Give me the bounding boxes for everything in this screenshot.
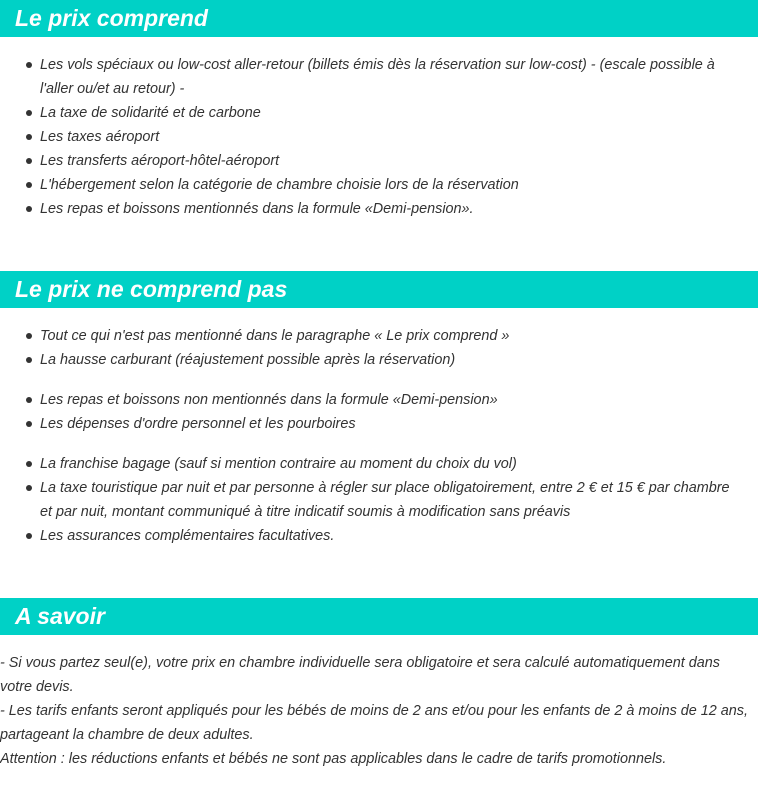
info-paragraph: - Les tarifs enfants seront appliqués pour les bébés de moins de 2 ans et/ou pour les enfants de 2 à moins de 12 ans, partageant la chambre de deux adultes. [0,703,748,743]
section-header-included [0,0,758,37]
section-header-info [0,598,758,635]
list-item: Les dépenses d'ordre personnel et les pourboires [0,412,758,436]
list-item: Les taxes aéroport [0,125,758,149]
section-title-included: Le prix comprend [15,5,208,31]
list-item: La taxe de solidarité et de carbone [0,101,758,125]
list-item: La hausse carburant (réajustement possible après la réservation) [0,348,758,372]
info-paragraphs [0,651,758,771]
excluded-list [0,324,758,548]
list-item: Les assurances complémentaires facultatives. [0,524,758,548]
section-header-excluded [0,271,758,308]
list-item: La franchise bagage (sauf si mention contraire au moment du choix du vol) [0,452,758,476]
list-item: L'hébergement selon la catégorie de chambre choisie lors de la réservation [0,173,758,197]
info-paragraph: Attention : les réductions enfants et bébés ne sont pas applicables dans le cadre de tarifs promotionnels. [0,751,667,767]
section-title-info: A savoir [15,603,105,629]
list-item: Les vols spéciaux ou low-cost aller-retour (billets émis dès la réservation sur low-cost) - (escale possible à l'aller ou/et au retour) - [0,53,758,101]
list-item: Les repas et boissons non mentionnés dans la formule «Demi-pension» [0,388,758,412]
list-item: Les transferts aéroport-hôtel-aéroport [0,149,758,173]
info-paragraph: - Si vous partez seul(e), votre prix en chambre individuelle sera obligatoire et sera calculé automatiquement dans votre devis. [0,655,720,695]
list-item: La taxe touristique par nuit et par personne à régler sur place obligatoirement, entre 2 € et 15 € par chambre et par nuit, montant communiqué à titre indicatif soumis à modification sans préavis [0,476,758,524]
included-list [0,53,758,221]
section-title-excluded: Le prix ne comprend pas [15,276,288,302]
list-item: Tout ce qui n'est pas mentionné dans le paragraphe « Le prix comprend » [0,324,758,348]
list-item: Les repas et boissons mentionnés dans la formule «Demi-pension». [0,197,758,221]
